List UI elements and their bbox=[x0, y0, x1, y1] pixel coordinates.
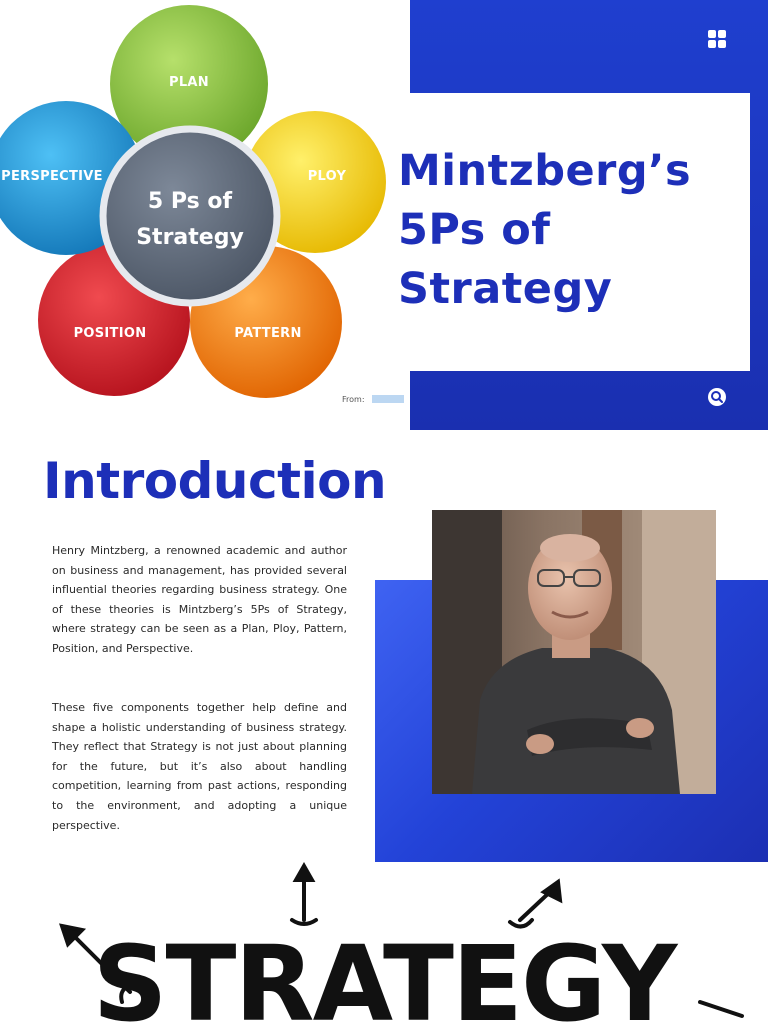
arrow-bottom-right bbox=[700, 1002, 742, 1016]
intro-paragraph-1: Henry Mintzberg, a renowned academic and author on business and management, has provided several influential theories regarding business strategy. One of these theories is Mintzberg’s 5Ps of Strategy, where strategy can be seen as a Plan, Ploy, Pattern, Position, and Perspective. bbox=[52, 544, 347, 655]
center-label-line2: Strategy bbox=[136, 225, 244, 250]
petal-label-pattern: PATTERN bbox=[234, 326, 302, 341]
intro-paragraph-2: These five components together help define and shape a holistic understanding of business strategy. They reflect that Strategy is not just about planning for the future, but it’s also about handling competition, learning from past actions, responding to the environment, and adopting a unique perspective. bbox=[52, 701, 347, 832]
search-icon[interactable] bbox=[707, 387, 727, 407]
page-title: Mintzberg’s 5Ps of Strategy bbox=[398, 146, 692, 314]
center-circle bbox=[103, 129, 277, 303]
diagram-source-label: From: bbox=[342, 395, 365, 404]
five-ps-diagram bbox=[0, 0, 410, 430]
source-logo bbox=[372, 395, 404, 403]
strategy-graphic bbox=[0, 862, 768, 1024]
petal-label-plan: PLAN bbox=[169, 75, 209, 90]
grid-icon[interactable] bbox=[707, 29, 727, 49]
intro-heading: Introduction bbox=[43, 452, 387, 510]
strategy-word: STRATEGY bbox=[92, 923, 676, 1024]
petal-label-position: POSITION bbox=[73, 326, 147, 341]
center-label-line1: 5 Ps of bbox=[147, 189, 233, 214]
five-ps-diagram-svg bbox=[0, 0, 410, 430]
portrait-photo bbox=[432, 510, 716, 794]
petal-label-perspective: PERSPECTIVE bbox=[1, 169, 103, 184]
arrow-up-head bbox=[296, 866, 312, 880]
petal-label-ploy: PLOY bbox=[307, 169, 347, 184]
